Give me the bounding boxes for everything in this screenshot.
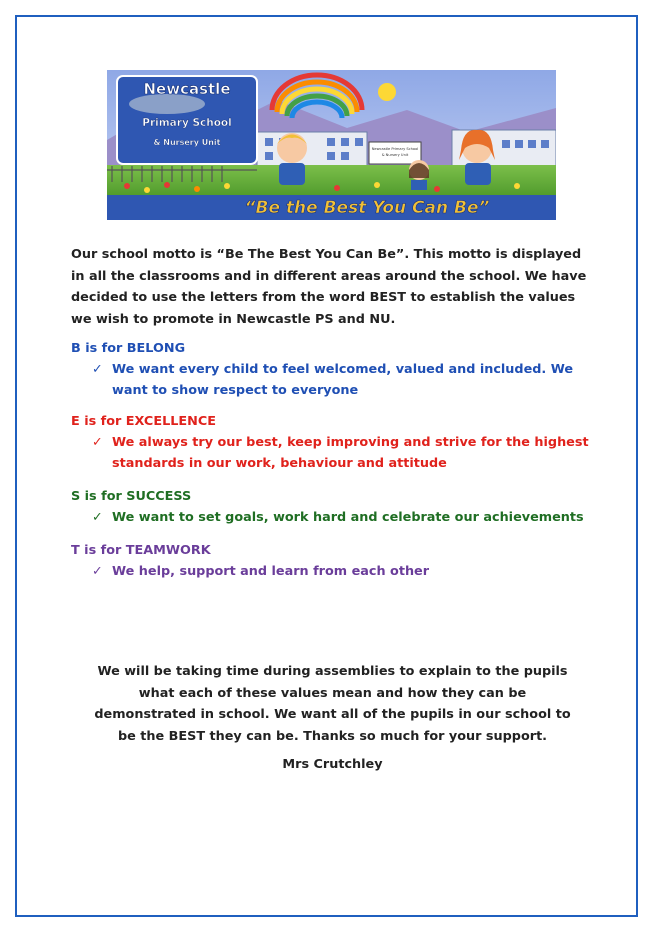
value-belong [71, 339, 601, 401]
value-text: We help, support and learn from each other [112, 564, 430, 579]
motto-text: “Be the Best You Can Be” [244, 198, 490, 218]
value-item [71, 360, 592, 401]
logo-unit: & Nursery Unit [153, 138, 221, 147]
value-item [71, 562, 592, 583]
sun [378, 83, 396, 101]
value-heading: S is for SUCCESS [71, 489, 192, 504]
child-girl-small [409, 160, 429, 190]
value-success [71, 487, 601, 529]
check-icon: ✓ [92, 435, 103, 450]
value-item [71, 508, 592, 529]
signature: Mrs Crutchley [282, 757, 383, 772]
sign-text-1: Newcastle Primary School [371, 147, 419, 151]
value-text: We always try our best, keep improving and strive for the highest standards in our work, behaviour and attitude [112, 435, 589, 471]
value-heading: T is for TEAMWORK [71, 543, 211, 558]
value-heading: B is for BELONG [71, 341, 186, 356]
school-banner [107, 70, 556, 220]
value-text: We want to set goals, work hard and celebrate our achievements [112, 510, 584, 525]
check-icon: ✓ [92, 362, 103, 377]
check-icon: ✓ [92, 564, 103, 579]
value-excellence [71, 412, 601, 474]
value-text: We want every child to feel welcomed, valued and included. We want to show respect to everyone [112, 362, 574, 398]
school-logo [117, 76, 257, 164]
logo-subtitle: Primary School [142, 117, 232, 129]
value-item [71, 433, 592, 474]
school-building [257, 132, 367, 170]
value-heading: E is for EXCELLENCE [71, 414, 216, 429]
closing-paragraph: We will be taking time during assemblies to explain to the pupils what each of these values mean and how they can be demonstrated in school. We want all of the pupils in our school to be the BEST they can be. Thanks so much for your support. [94, 664, 571, 744]
sign-text-2: & Nursery Unit [381, 153, 409, 157]
logo-name: Newcastle [143, 80, 231, 98]
check-icon: ✓ [92, 510, 103, 525]
value-teamwork [71, 541, 601, 583]
intro-paragraph: Our school motto is “Be The Best You Can Be”. This motto is displayed in all the classrooms and in different areas around the school. We have decided to use the letters from the word BEST to establish the values we wish to promote in Newcastle PS and NU. [71, 247, 587, 327]
